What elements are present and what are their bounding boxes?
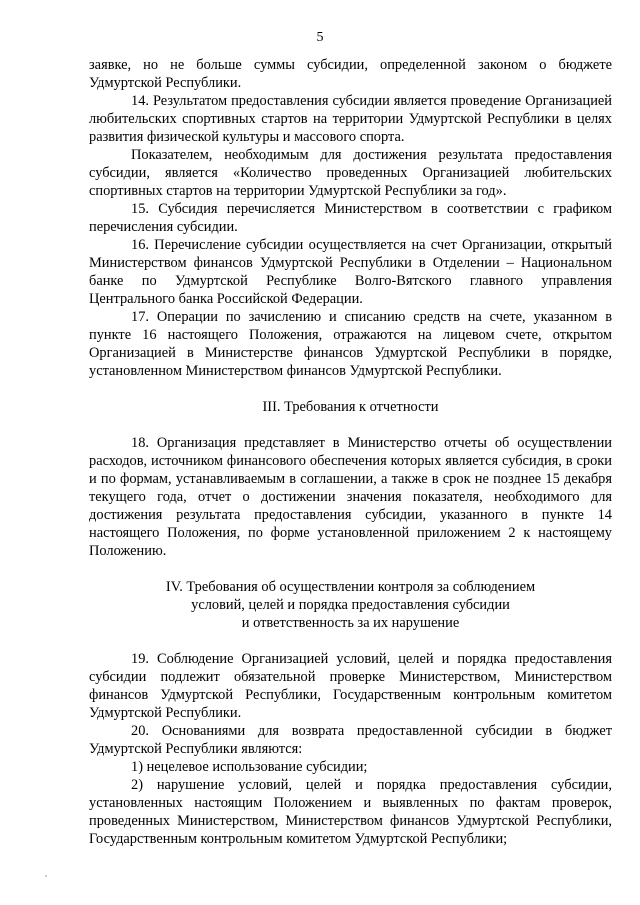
paragraph-16: 16. Перечисление субсидии осуществляется на счет Организации, открытый Министерством финансов Удмуртской Республики в Отделении – Национальном банке по Удмуртской Республике Волго-Вятского главного управления Центрального банка Российской Федерации. xyxy=(89,237,612,307)
paragraph-17: 17. Операции по зачислению и списанию средств на счете, указанном в пункте 16 настоящего Положения, отражаются на лицевом счете, открытом Организацией в Министерстве финансов Удмуртской Республики в порядке, установленном Министерством финансов Удмуртской Республики. xyxy=(89,309,612,379)
paragraph-20-item-1: 1) нецелевое использование субсидии; xyxy=(131,759,368,775)
section-4-heading xyxy=(89,578,612,632)
paragraph-19: 19. Соблюдение Организацией условий, целей и порядка предоставления субсидии подлежит обязательной проверке Министерством, Министерством финансов Удмуртской Республики, Государственным контрольным комитетом Удмуртской Республики. xyxy=(89,651,612,721)
paragraph-continuation: заявке, но не больше суммы субсидии, определенной законом о бюджете Удмуртской Республики. xyxy=(89,57,612,91)
document-body xyxy=(89,56,612,848)
page-number: 5 xyxy=(316,30,324,45)
section-4-heading-line: и ответственность за их нарушение xyxy=(241,615,460,631)
section-4-heading-line: условий, целей и порядка предоставления субсидии xyxy=(191,597,510,613)
paragraph-indicator: Показателем, необходимым для достижения результата предоставления субсидии, является «Количество проведенных Организацией любительских спортивных стартов на территории Удмуртской Республики за год». xyxy=(89,147,612,199)
section-4-heading-line: IV. Требования об осуществлении контроля за соблюдением xyxy=(165,579,536,595)
paragraph-14: 14. Результатом предоставления субсидии является проведение Организацией любительских спортивных стартов на территории Удмуртской Республики в целях развития физической культуры и массового спорта. xyxy=(89,93,612,145)
paragraph-20-item-2: 2) нарушение условий, целей и порядка предоставления субсидии, установленных настоящим Положением и выявленных по фактам проверок, проведенных Министерством, Министерством финансов Удмуртской Республики, Государственным контрольным комитетом Удмуртской Республики; xyxy=(89,777,612,847)
paragraph-20: 20. Основаниями для возврата предоставленной субсидии в бюджет Удмуртской Республики являются: xyxy=(89,723,612,757)
paragraph-15: 15. Субсидия перечисляется Министерством в соответствии с графиком перечисления субсидии. xyxy=(89,201,612,235)
paragraph-18: 18. Организация представляет в Министерство отчеты об осуществлении расходов, источником финансового обеспечения которых является субсидия, в сроки и по формам, устанавливаемым в соглашении, а также в срок не позднее 15 декабря текущего года, отчет о достижении значения показателя, необходимого для достижения результата предоставления субсидии, указанного в пункте 14 настоящего Положения, по форме установленной приложением 2 к настоящему Положению. xyxy=(89,435,612,559)
section-3-heading: III. Требования к отчетности xyxy=(262,399,439,415)
scan-artifact xyxy=(45,875,47,877)
